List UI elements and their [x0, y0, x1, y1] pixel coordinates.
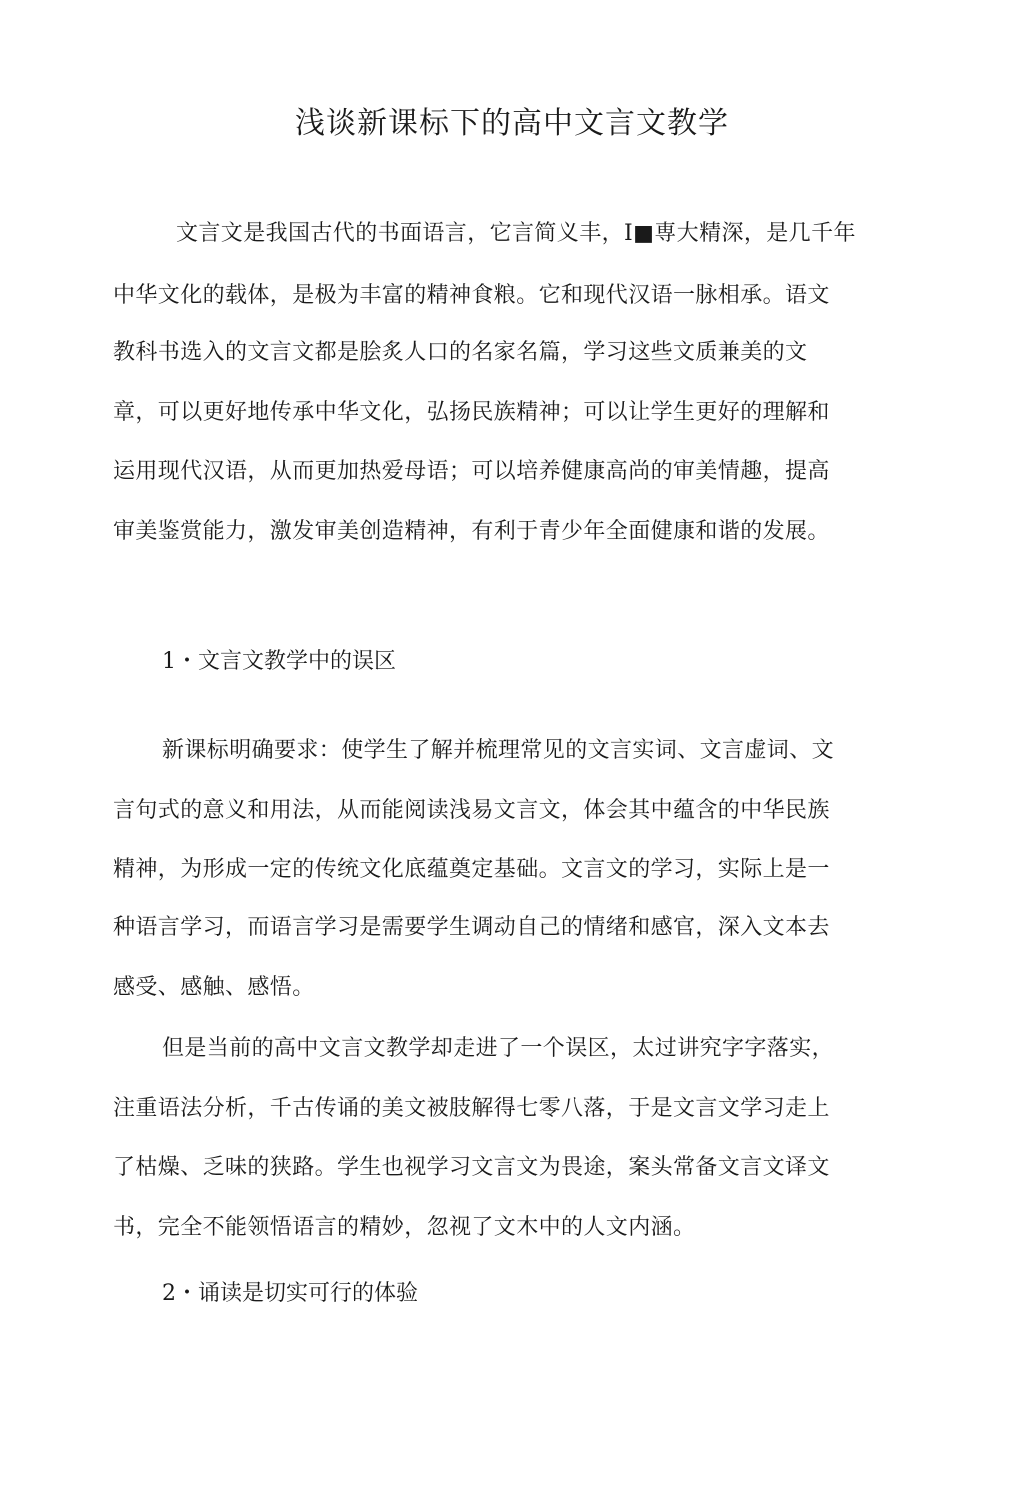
- body-line: 注重语法分析，千古传诵的美文被肢解得七零八落，于是文言文学习走上: [113, 1096, 830, 1121]
- body-line: 感受、感触、感悟。: [113, 975, 315, 1000]
- section-heading: 1・文言文教学中的误区: [162, 649, 396, 674]
- intro-line: 运用现代汉语，从而更加热爱母语；可以培养健康高尚的审美情趣，提高: [113, 459, 830, 484]
- intro-line: 文言文是我国古代的书面语言，它言简义丰，I■専大精深，是几千年: [176, 221, 856, 246]
- body-line: 种语言学习，而语言学习是需要学生调动自己的情绪和感官，深入文本去: [113, 915, 830, 940]
- intro-line: 教科书选入的文言文都是脍炙人口的名家名篇，学习这些文质兼美的文: [113, 340, 808, 365]
- body-line: 书，完全不能领悟语言的精妙，忽视了文木中的人文内涵。: [113, 1215, 696, 1240]
- body-line: 精神，为形成一定的传统文化底蕴奠定基础。文言文的学习，实际上是一: [113, 857, 830, 882]
- body-line: 言句式的意义和用法，从而能阅读浅易文言文，体会其中蕴含的中华民族: [113, 798, 830, 823]
- body-line: 新课标明确要求：使学生了解并梳理常见的文言实词、文言虚词、文: [162, 738, 835, 763]
- intro-line: 审美鉴赏能力，激发审美创造精神，有利于青少年全面健康和谐的发展。: [113, 519, 830, 544]
- body-line: 了枯燥、乏味的狭路。学生也视学习文言文为畏途，案头常备文言文译文: [113, 1155, 830, 1180]
- intro-line: 章，可以更好地传承中华文化，弘扬民族精神；可以让学生更好的理解和: [113, 400, 830, 425]
- body-line: 但是当前的高中文言文教学却走进了一个误区，太过讲究字字落实，: [162, 1036, 835, 1061]
- document-title: 浅谈新课标下的高中文言文教学: [295, 106, 729, 141]
- section-heading: 2・诵读是切实可行的体验: [162, 1281, 418, 1306]
- intro-line: 中华文化的载体，是极为丰富的精神食粮。它和现代汉语一脉相承。语文: [113, 283, 830, 308]
